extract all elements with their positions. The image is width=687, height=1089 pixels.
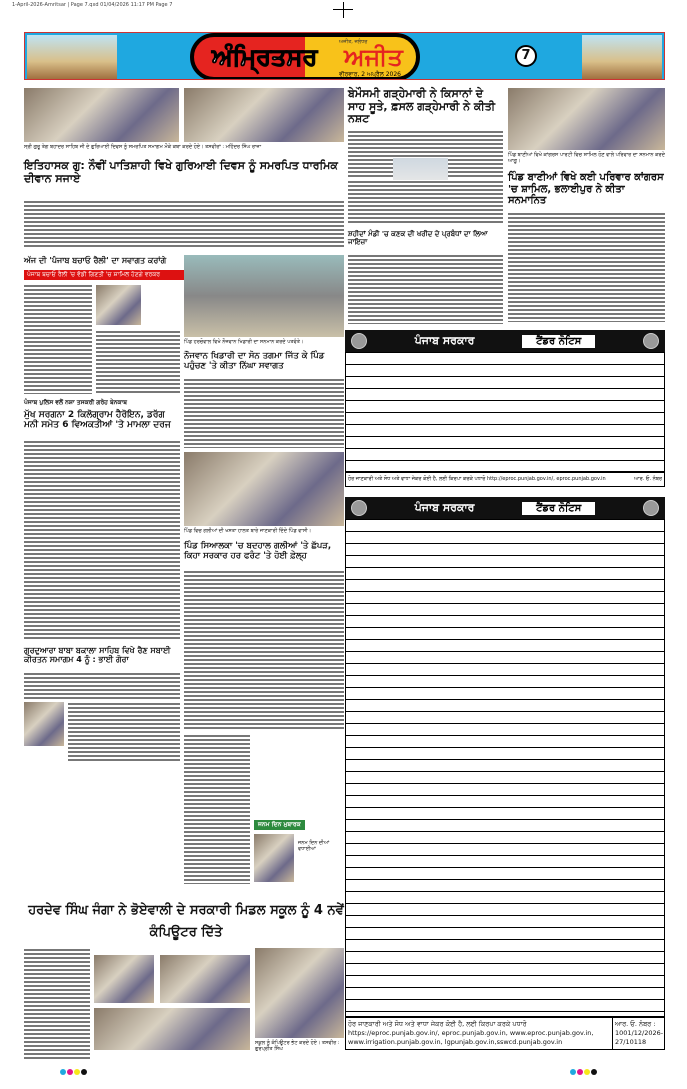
story-photo: [160, 955, 250, 1003]
story-photo: [184, 88, 344, 142]
portrait-photo: [96, 285, 141, 325]
story-photo: [94, 955, 154, 1003]
color-registration-dots: [60, 1060, 88, 1079]
ro-label: ਆਰ. ਓ. ਨੰਬਰ :: [615, 1020, 656, 1028]
article-body: [24, 200, 344, 248]
article-body: [68, 702, 180, 762]
article-body: [24, 284, 92, 394]
tender-footer-link[interactable]: https://eproc.punjab.gov.in/, eproc.punjab.gov.in, www.eproc.punjab.gov.in,: [348, 1029, 594, 1037]
photo-caption: ਜਨਮ ਦਿਨ ਦੀਆਂ ਵਧਾਈਆਂ: [298, 840, 330, 852]
photo-caption: ਸ੍ਰੀ ਗੁਰੂ ਤੇਗ ਬਹਾਦਰ ਸਾਹਿਬ ਜੀ ਦੇ ਗੁਰਿਆਈ ਦਿਵਸ ਨੂੰ ਸਮਰਪਿਤ ਸਮਾਗਮ ਮੌਕੇ ਕਥਾ ਕਰਦੇ ਹੋਏ। ਤਸਵੀਰਾਂ : ਮਹਿੰਦਰ ਸਿੰਘ ਰਾਜਾ: [24, 144, 262, 150]
article-body: [24, 672, 180, 700]
headline-kicker: ਪੰਜਾਬ ਪੁਲਿਸ ਵਲੋਂ ਨਸ਼ਾ ਤਸਕਰੀ ਗਰੋਹ ਬੇਨਕਾਬ: [24, 399, 127, 406]
highlight-box: ਪੰਜਾਬ ਬਚਾਓ ਰੈਲੀ 'ਚ ਵੱਡੀ ਗਿਣਤੀ 'ਚ ਸ਼ਾਮਿਲ ਹੋਣਗੇ ਵਰਕਰ: [24, 270, 194, 280]
monument-image: [582, 35, 662, 79]
story-photo: [184, 255, 344, 337]
headline: ਬੇਮੌਸਮੀ ਗੜ੍ਹੇਮਾਰੀ ਨੇ ਕਿਸਾਨਾਂ ਦੇ ਸਾਹ ਸੂਤੇ, ਫ਼ਸਲ ਗੜ੍ਹੇਮਾਰੀ ਨੇ ਕੀਤੀ ਨਸ਼ਟ: [348, 87, 496, 126]
headline: ਸ਼ਹੀਦਾਂ ਮੰਡੀ 'ਚ ਕਣਕ ਦੀ ਖਰੀਦ ਦੇ ਪ੍ਰਬੰਧਾਂ ਦਾ ਲਿਆ ਜਾਇਜ਼ਾ: [348, 230, 503, 246]
article-body: [184, 570, 344, 730]
emblem-icon: [351, 333, 367, 349]
print-slug: 1-April-2026-Amritsar | Page 7.qxd 01/04/2026 11:17 PM Page 7: [12, 2, 173, 8]
headline: ਇਤਿਹਾਸਕ ਗੁ: ਨੌਵੀਂ ਪਾਤਿਸ਼ਾਹੀ ਵਿਖੇ ਗੁਰਿਆਈ ਦਿਵਸ ਨੂੰ ਸਮਰਪਿਤ ਧਾਰਮਿਕ ਦੀਵਾਨ ਸਜਾਏ: [24, 159, 338, 185]
story-photo: [255, 948, 344, 1038]
masthead-logo: [190, 33, 420, 80]
article-body: [96, 330, 180, 394]
headline-kicker: ਅੱਜ ਦੀ 'ਪੰਜਾਬ ਬਚਾਓ ਰੈਲੀ' ਦਾ ਸਵਾਗਤ ਕਰਾਂਗੇ: [24, 256, 167, 265]
masthead-title-paper: ਅਜੀਤ: [344, 43, 403, 71]
portrait-photo: [24, 702, 64, 746]
child-photo: [254, 834, 294, 882]
article-body: [348, 180, 503, 225]
photo-caption: ਪਿੰਡ ਹਰਚੋਵਾਲ ਵਿਖੇ ਨੌਜਵਾਨ ਖਿਡਾਰੀ ਦਾ ਸਨਮਾਨ ਕਰਦੇ ਪਤਵੰਤੇ।: [184, 339, 304, 345]
notice-title: ਟੈਂਡਰ ਨੋਟਿਸ: [522, 335, 595, 348]
govt-name: ਪੰਜਾਬ ਸਰਕਾਰ: [414, 501, 475, 514]
registration-mark: [333, 9, 353, 10]
seal-icon: [643, 333, 659, 349]
emblem-icon: [351, 500, 367, 516]
masthead-title-city: ਅੰਮ੍ਰਿਤਸਰ: [212, 43, 318, 71]
tender-footer-link[interactable]: www.irrigation.punjab.gov.in, lgpunjab.gov.in,sswcd.punjab.gov.in: [348, 1038, 563, 1046]
article-body: [24, 948, 90, 1060]
masthead-date: ਵੀਰਵਾਰ, 2 ਅਪ੍ਰੈਲ 2026: [339, 71, 401, 78]
birthday-badge: ਜਨਮ ਦਿਨ ਮੁਬਾਰਕ: [254, 820, 305, 830]
page-number: 7: [515, 45, 537, 67]
tender-table: [345, 519, 665, 1017]
article-body: [24, 440, 180, 640]
color-registration-dots: [570, 1060, 598, 1079]
article-body: [348, 254, 503, 324]
tender-footer-line: ਹੋਰ ਜਾਣਕਾਰੀ ਅਤੇ ਸੋਧ ਅਤੇ ਵਾਧਾ ਜੇਕਰ ਕੋਈ ਹੈ, ਲਈ ਕਿਰਪਾ ਕਰਕੇ ਪਧਾਰੋ: [348, 1020, 527, 1028]
article-body: [184, 734, 250, 884]
seal-icon: [643, 500, 659, 516]
story-photo: [184, 452, 344, 526]
notice-title: ਟੈਂਡਰ ਨੋਟਿਸ: [522, 502, 595, 515]
headline: ਮੁੱਖ ਸਰਗਨਾ 2 ਕਿਲੋਗ੍ਰਾਮ ਹੈਰੋਇਨ, ਡਰੱਗ ਮਨੀ ਸਮੇਤ 6 ਵਿਅਕਤੀਆਂ 'ਤੇ ਮਾਮਲਾ ਦਰਜ: [24, 410, 171, 431]
golden-temple-image: [27, 35, 117, 79]
headline: ਪਿੰਡ ਸਿਆਲਕਾ 'ਚ ਬਦਹਾਲ ਗਲੀਆਂ 'ਤੇ ਛੱਪੜ, ਕਿਹਾ ਸਰਕਾਰ ਹਰ ਫਰੰਟ 'ਤੇ ਹੋਈ ਫ਼ੇਲ੍ਹ: [184, 541, 332, 561]
ro-number: ਆਰ. ਓ. ਨੰਬਰ: [634, 476, 662, 482]
masthead-subtitle: ਅਜੀਤ, ਜਲੰਧਰ: [339, 39, 368, 45]
registration-mark: [343, 2, 344, 18]
headline: ਗੁਰਦੁਆਰਾ ਬਾਬਾ ਬਕਾਲਾ ਸਾਹਿਬ ਵਿਖੇ ਰੈਣ ਸਬਾਈ ਕੀਰਤਨ ਸਮਾਗਮ 4 ਨੂੰ : ਭਾਈ ਗੋਰਾ: [24, 646, 171, 665]
story-photo: [24, 88, 179, 142]
story-photo: [94, 1008, 250, 1050]
headline: ਹਰਦੇਵ ਸਿੰਘ ਜੰਗਾ ਨੇ ਭੋਏਵਾਲੀ ਦੇ ਸਰਕਾਰੀ ਮਿਡਲ ਸਕੂਲ ਨੂੰ 4 ਨਵੇਂ ਕੰਪਿਊਟਰ ਦਿੱਤੇ: [28, 903, 344, 940]
govt-name: ਪੰਜਾਬ ਸਰਕਾਰ: [414, 334, 475, 347]
tender-notice: [345, 330, 665, 487]
ro-number: 1001/12/2026-27/10118: [615, 1029, 664, 1046]
tender-notice: [345, 497, 665, 1050]
photo-caption: ਸਕੂਲ ਨੂੰ ਕੰਪਿਊਟਰ ਭੇਟ ਕਰਦੇ ਹੋਏ। ਤਸਵੀਰ : ਗੁਰਪ੍ਰੀਤ ਸਿੰਘ: [255, 1040, 340, 1052]
article-body: [508, 212, 665, 322]
headline: ਨੌਜਵਾਨ ਖਿਡਾਰੀ ਦਾ ਸੋਨ ਤਗਮਾ ਜਿੱਤ ਕੇ ਪਿੰਡ ਪਹੁੰਚਣ 'ਤੇ ਕੀਤਾ ਨਿੱਘਾ ਸਵਾਗਤ: [184, 351, 325, 371]
article-body: [184, 378, 344, 448]
photo-caption: ਪਿੰਡ ਬਾਣੀਆਂ ਵਿਖੇ ਕਾਂਗਰਸ ਪਾਰਟੀ ਵਿਚ ਸ਼ਾਮਿਲ ਹੋਣ ਵਾਲੇ ਪਰਿਵਾਰ ਦਾ ਸਨਮਾਨ ਕਰਦੇ ਆਗੂ।: [508, 152, 665, 164]
masthead: [24, 32, 665, 80]
tender-table: [345, 352, 665, 472]
photo-caption: ਪਿੰਡ ਵਿਚ ਗਲੀਆਂ ਦੀ ਖਸਤਾ ਹਾਲਤ ਬਾਰੇ ਜਾਣਕਾਰੀ ਦਿੰਦੇ ਪਿੰਡ ਵਾਸੀ।: [184, 528, 312, 534]
tender-footer: ਹੋਰ ਜਾਣਕਾਰੀ ਅਤੇ ਸੋਧ ਅਤੇ ਵਾਧਾ ਜੇਕਰ ਕੋਈ ਹੈ, ਲਈ ਕਿਰਪਾ ਕਰਕੇ ਪਧਾਰੋ http://eproc.punjab.gov.in/, eproc.punjab.gov.in: [348, 476, 606, 482]
headline: ਪਿੰਡ ਬਾਣੀਆਂ ਵਿਖੇ ਕਈ ਪਰਿਵਾਰ ਕਾਂਗਰਸ 'ਚ ਸ਼ਾਮਿਲ, ਭਲਾਈਪੁਰ ਨੇ ਕੀਤਾ ਸਨਮਾਨਿਤ: [508, 172, 664, 206]
story-photo: [508, 88, 665, 150]
